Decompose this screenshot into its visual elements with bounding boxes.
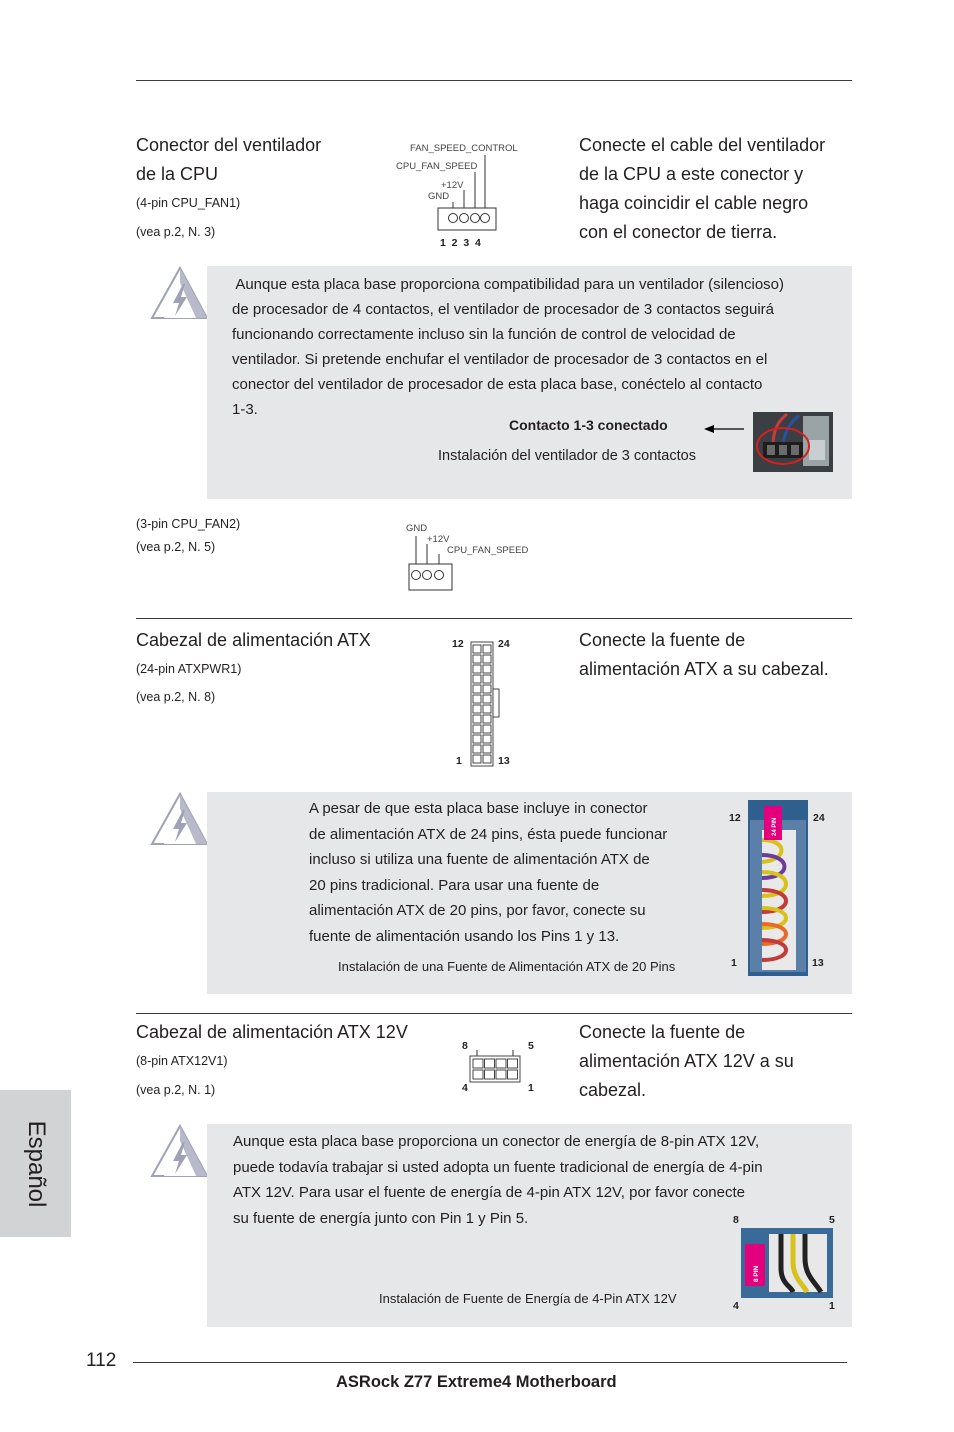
atx12v-photo-tag: 8 PIN: [753, 1265, 760, 1282]
gnd-label: GND: [428, 191, 450, 202]
atx24-pin: [483, 725, 491, 733]
footer-product-name: ASRock Z77 Extreme4 Motherboard: [336, 1373, 617, 1391]
atx-photo-pin-13: 13: [812, 957, 824, 969]
atx24-pin: [473, 695, 481, 703]
cpu-fan-note-line3: funcionando correctamente incluso sin la función de control de velocidad de: [232, 326, 736, 343]
atx24-pin: [483, 715, 491, 723]
atx24-pin: [473, 685, 481, 693]
atx-pin-24: 24: [498, 638, 510, 650]
cpu-fan-speed-label: CPU_FAN_SPEED: [396, 161, 478, 172]
atx12v-description: [579, 1018, 794, 1105]
atx8-pin: [473, 1070, 483, 1079]
cpu-fan-note-line1: Aunque esta placa base proporciona compatibilidad para un ventilador (silencioso): [232, 276, 785, 293]
atx12v-4pin-caption: Instalación de Fuente de Energía de 4-Pin ATX 12V: [379, 1291, 677, 1306]
cpu-fan-desc-line2: de la CPU a este conector y: [579, 164, 804, 184]
atx24-pin: [473, 655, 481, 663]
atx-note-line4: 20 pins tradicional. Para usar una fuente de: [309, 876, 600, 894]
atx12v-note-text: [233, 1129, 843, 1231]
cpu-fan-note-line4: ventilador. Si pretende enchufar el ventilador de procesador de 3 contactos en el: [232, 351, 768, 368]
cpu-fan2-connector-diagram: [406, 530, 456, 592]
cpu-fan-note-line6: 1-3.: [232, 401, 258, 418]
language-tab-label: Español: [22, 1120, 50, 1207]
cpu-fan-desc-line4: con el conector de tierra.: [579, 222, 778, 242]
atx-photo-pin-12: 12: [729, 812, 741, 824]
atx8-pin: [508, 1070, 518, 1079]
atx24-pin: [473, 665, 481, 673]
cpu-fan-note-text: [232, 272, 857, 422]
arrow-left-icon: [704, 422, 744, 436]
cpu-fan-pin-label: (4-pin CPU_FAN1): [136, 196, 241, 210]
atx-pin-12: 12: [452, 638, 464, 650]
top-rule: [136, 80, 852, 81]
atx24-pin: [483, 755, 491, 763]
footer-rule: [133, 1362, 847, 1363]
atx12v-note-line1: Aunque esta placa base proporciona un conector de energía de 8-pin ATX 12V,: [233, 1133, 760, 1150]
atx24-pin: [473, 745, 481, 753]
atx24-pin: [483, 695, 491, 703]
atx-desc-line2: alimentación ATX a su cabezal.: [579, 659, 829, 679]
section-rule-atx12v: [136, 1013, 852, 1014]
atx-pin-label: (24-pin ATXPWR1): [136, 662, 242, 676]
atx12v-title: Cabezal de alimentación ATX 12V: [136, 1022, 408, 1042]
atx-note-line6: fuente de alimentación usando los Pins 1 y 13.: [309, 927, 620, 945]
atx12v-pin-label: (8-pin ATX12V1): [136, 1054, 228, 1068]
atx-note-line1: A pesar de que esta placa base incluye in conector: [309, 800, 648, 817]
fan-install-photo: [753, 412, 833, 472]
warning-icon: [149, 266, 209, 322]
contact-1-3-label: Contacto 1-3 conectado: [509, 417, 668, 433]
atx12v-note-line4: su fuente de energía junto con Pin 1 y Pin 5.: [233, 1209, 529, 1227]
atx24-pin: [473, 755, 481, 763]
atx12v-photo-pin-1: 1: [829, 1300, 835, 1312]
atx8-pin: [508, 1059, 518, 1068]
atx12v-pin-5: 5: [528, 1040, 534, 1052]
atx-description: [579, 626, 829, 684]
atx24-pin: [483, 645, 491, 653]
cpu-fan-pin-numbers: 1 2 3 4: [440, 237, 481, 249]
atx12v-photo-pin-5: 5: [829, 1214, 835, 1226]
atx8-pin: [485, 1070, 495, 1079]
atx12v-photo-pin-8: 8: [733, 1214, 739, 1226]
atx-photo-tag: 24 PIN: [772, 817, 778, 836]
atx8-pin: [496, 1059, 506, 1068]
cpu-fan2-pin-label: (3-pin CPU_FAN2): [136, 517, 241, 531]
atx24-pin: [473, 705, 481, 713]
atx8-pin: [496, 1070, 506, 1079]
atx12v-ref: (vea p.2, N. 1): [136, 1083, 216, 1097]
atx24-latch: [493, 689, 499, 717]
atx12v-desc-line1: Conecte la fuente de: [579, 1022, 746, 1042]
plus-12v-label: +12V: [441, 180, 464, 191]
atx12v-photo-pin-4: 4: [733, 1300, 739, 1312]
atx24-pin: [483, 665, 491, 673]
atx12v-pin-4: 4: [462, 1082, 468, 1094]
atx12v-pin-1: 1: [528, 1082, 534, 1094]
fan2-plus-12v-label: +12V: [427, 534, 450, 545]
fan-speed-control-label: FAN_SPEED_CONTROL: [410, 143, 518, 154]
atx-pin-13: 13: [498, 755, 510, 767]
atx24-pin: [483, 705, 491, 713]
atx12v-note-line3: ATX 12V. Para usar el fuente de energía de 4-pin ATX 12V, por favor conecte: [233, 1184, 745, 1201]
atx24-pin: [483, 685, 491, 693]
atx8-pin: [473, 1059, 483, 1068]
atx-photo-pin-1: 1: [731, 957, 737, 969]
cpu-fan-note-line5: conector del ventilador de procesador de esta placa base, conéctelo al contacto: [232, 376, 763, 393]
cpu-fan-description: [579, 131, 825, 247]
atx24-pin: [483, 745, 491, 753]
atx24-pin: [473, 675, 481, 683]
atx24-pin: [483, 675, 491, 683]
atx-note-line5: alimentación ATX de 20 pins, por favor, conecte su: [309, 902, 646, 919]
atx8-pin: [485, 1059, 495, 1068]
atx-note-text: [309, 796, 719, 949]
language-tab: [0, 1090, 71, 1237]
atx24-pin: [473, 645, 481, 653]
atx12v-desc-line2: alimentación ATX 12V a su: [579, 1051, 794, 1071]
cpu-fan-title-line2: de la CPU: [136, 164, 219, 184]
cpu-fan1-connector-diagram: [434, 150, 504, 236]
atx-20pin-caption: Instalación de una Fuente de Alimentación ATX de 20 Pins: [338, 959, 676, 974]
atx24-pin: [473, 715, 481, 723]
fan-install-caption: Instalación del ventilador de 3 contactos: [438, 448, 696, 464]
atx-24pin-connector-diagram: [470, 641, 504, 767]
fan2-cpu-fan-speed-label: CPU_FAN_SPEED: [447, 545, 529, 556]
atx-photo-pin-24: 24: [813, 812, 825, 824]
atx24-pin: [473, 735, 481, 743]
cpu-fan-title-line1: Conector del ventilador: [136, 135, 322, 155]
atx24-pin: [473, 725, 481, 733]
atx-note-line2: de alimentación ATX de 24 pins, ésta puede funcionar: [309, 825, 668, 843]
fan2-gnd-label: GND: [406, 523, 428, 534]
cpu-fan2-ref: (vea p.2, N. 5): [136, 540, 216, 554]
atx12v-pin-8: 8: [462, 1040, 468, 1052]
warning-icon: [149, 1124, 209, 1180]
cpu-fan-desc-line3: haga coincidir el cable negro: [579, 193, 809, 213]
cpu-fan-desc-line1: Conecte el cable del ventilador: [579, 135, 826, 155]
page-number: 112: [86, 1350, 117, 1371]
warning-icon: [149, 792, 209, 848]
atx-title: Cabezal de alimentación ATX: [136, 630, 371, 650]
atx12v-note-line2: puede todavía trabajar si usted adopta un fuente tradicional de energía de 4-pin: [233, 1158, 763, 1176]
atx-pin-1: 1: [456, 755, 462, 767]
atx24-pin: [483, 735, 491, 743]
atx-20pin-install-photo: [748, 800, 808, 976]
cpu-fan-note-line2: de procesador de 4 contactos, el ventilador de procesador de 3 contactos seguirá: [232, 301, 775, 318]
atx12v-8pin-connector-diagram: [469, 1050, 523, 1084]
atx-note-line3: incluso si utiliza una fuente de alimentación ATX de: [309, 851, 650, 868]
atx-desc-line1: Conecte la fuente de: [579, 630, 746, 650]
atx12v-desc-line3: cabezal.: [579, 1080, 647, 1100]
section-rule-atx: [136, 618, 852, 619]
cpu-fan-ref: (vea p.2, N. 3): [136, 225, 216, 239]
atx24-pin: [483, 655, 491, 663]
atx-ref: (vea p.2, N. 8): [136, 690, 216, 704]
atx12v-4pin-install-photo: [741, 1228, 833, 1298]
cpu-fan-title: [136, 131, 321, 189]
